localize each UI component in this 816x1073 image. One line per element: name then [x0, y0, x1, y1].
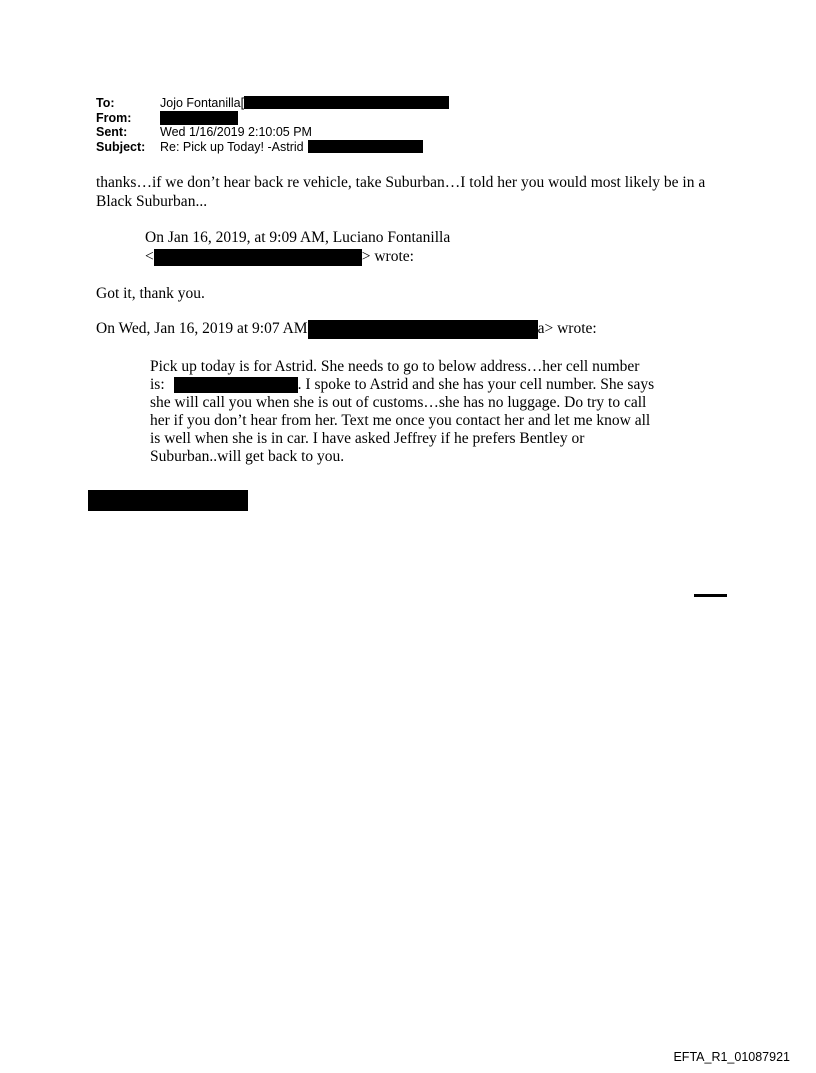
reply-line-2: Black Suburban...	[96, 193, 208, 210]
to-label: To:	[96, 96, 115, 110]
quote1-attribution-line2	[145, 248, 414, 267]
redaction-box	[308, 140, 423, 153]
quote2-line-4: her if you don’t hear from her. Text me once you contact her and let me know all	[150, 412, 651, 429]
subject-value: Re: Pick up Today! -Astrid	[160, 139, 304, 154]
quote2-line-3: she will call you when she is out of customs…she has no luggage. Do try to call	[150, 394, 647, 411]
quote1-open-bracket: <	[145, 248, 154, 265]
sent-label: Sent:	[96, 125, 128, 139]
reply-line-1: thanks…if we don’t hear back re vehicle, take Suburban…I told her you would most likely be in a	[96, 174, 706, 191]
rule-mark	[694, 594, 727, 597]
redaction-box	[244, 96, 449, 109]
quote2-line-5: is well when she is in car. I have asked Jeffrey if he prefers Bentley or	[150, 430, 585, 447]
quote2-wrote: a> wrote:	[537, 320, 597, 338]
document-id: EFTA_R1_01087921	[673, 1050, 790, 1064]
from-row	[96, 111, 449, 126]
quote2-line-2-rest: . I spoke to Astrid and she has your cell number. She says	[297, 376, 655, 393]
redaction-box	[160, 111, 238, 125]
quote1-body: Got it, thank you.	[96, 285, 205, 302]
quote2-attribution	[96, 320, 597, 339]
subject-label: Subject:	[96, 139, 146, 154]
quote2-line-1: Pick up today is for Astrid. She needs to go to below address…her cell number	[150, 358, 640, 375]
to-row	[96, 96, 449, 111]
quote2-intro: On Wed, Jan 16, 2019 at 9:07 AM	[96, 320, 308, 338]
redaction-box	[308, 320, 538, 339]
quote2-cell-label: is:	[150, 376, 165, 393]
redaction-box	[174, 377, 298, 393]
sent-row	[96, 125, 449, 140]
quote2-line-2	[150, 376, 654, 395]
subject-row	[96, 140, 449, 155]
from-label: From:	[96, 110, 132, 125]
quote1-wrote: > wrote:	[361, 248, 414, 265]
quote2-line-6: Suburban..will get back to you.	[150, 448, 345, 465]
email-header	[96, 96, 449, 154]
signature-redaction	[88, 490, 248, 511]
quote1-attribution: On Jan 16, 2019, at 9:09 AM, Luciano Fontanilla	[145, 229, 451, 246]
redaction-box	[154, 249, 362, 266]
sent-value: Wed 1/16/2019 2:10:05 PM	[160, 125, 312, 139]
to-value: Jojo Fontanilla[	[160, 96, 245, 110]
